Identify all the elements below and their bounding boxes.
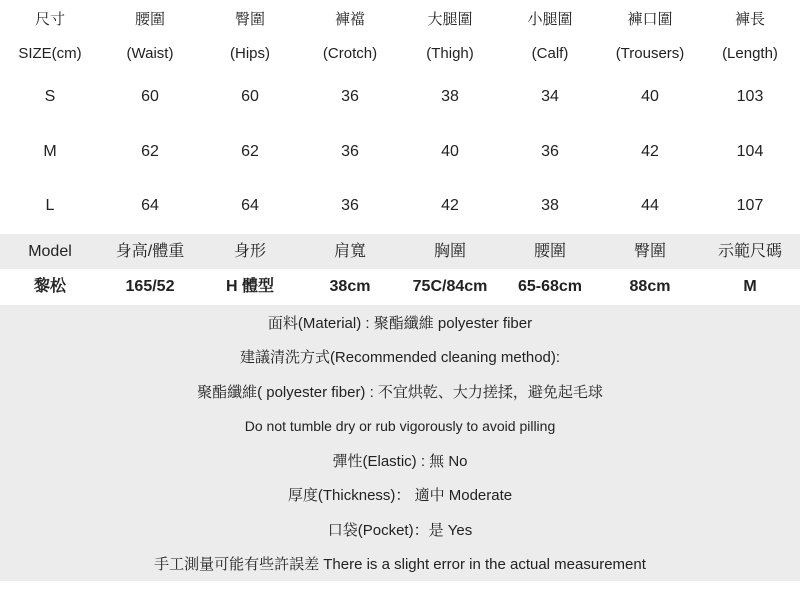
size-cell: 62: [141, 143, 159, 160]
elastic-note: 彈性(Elastic) : 無 No: [332, 453, 468, 470]
size-header-zh-row: [0, 8, 800, 30]
size-header-en-cell: (Waist): [126, 44, 174, 62]
size-header-en-cell: (Hips): [230, 44, 270, 62]
size-cell: 36: [341, 88, 359, 105]
model-header-cell: 身形: [233, 242, 266, 260]
size-cell: 38: [541, 197, 559, 214]
size-header-en-row: [0, 42, 800, 64]
size-row-l: [0, 195, 800, 217]
model-header-cell: 身高/體重: [115, 242, 185, 260]
material-note: 面料(Material) : 聚酯纖維 polyester fiber: [267, 315, 533, 332]
size-cell: 36: [341, 143, 359, 160]
model-header-cell: 示範尺碼: [717, 242, 782, 260]
size-cell: 40: [641, 88, 659, 105]
model-header-cell: 肩寬: [333, 242, 366, 260]
model-value-cell: 65-68cm: [517, 278, 583, 295]
size-cell: 107: [736, 197, 764, 214]
size-cell: 44: [641, 197, 659, 214]
model-value-cell: 165/52: [125, 278, 175, 295]
thickness-note: 厚度(Thickness)： 適中 Moderate: [287, 487, 513, 504]
size-cell: 40: [441, 143, 459, 160]
size-cell: 34: [541, 88, 559, 105]
size-header-en-cell: (Crotch): [322, 44, 378, 62]
cleaning-instruction-note: 聚酯纖維( polyester fiber) : 不宜烘乾、大力搓揉，避免起毛球: [197, 384, 603, 401]
size-cell: 64: [141, 197, 159, 214]
model-value-cell: M: [743, 278, 757, 295]
measurement-error-note: 手工測量可能有些許誤差 There is a slight error in the actual measurement: [154, 556, 646, 573]
size-cell: 60: [141, 88, 159, 105]
size-header-en-cell: SIZE(cm): [18, 44, 82, 62]
cleaning-instruction-en-note: Do not tumble dry or rub vigorously to avoid pilling: [244, 418, 556, 434]
model-header-cell: 腰圍: [533, 242, 566, 260]
size-cell: 36: [341, 197, 359, 214]
model-value-cell: 88cm: [629, 278, 671, 295]
size-cell: 103: [736, 88, 764, 105]
size-header-en-cell: (Trousers): [615, 44, 685, 62]
size-cell: 64: [241, 197, 259, 214]
size-header-zh-cell: 褲襠: [334, 10, 365, 28]
size-cell: 104: [736, 143, 764, 160]
size-header-zh-cell: 褲長: [734, 10, 765, 28]
model-values-row: [0, 276, 800, 298]
size-cell: 62: [241, 143, 259, 160]
model-header-row: [0, 234, 800, 269]
size-header-zh-cell: 大腿圍: [427, 10, 473, 28]
size-cell: 60: [241, 88, 259, 105]
size-row-m: [0, 141, 800, 163]
cleaning-method-note: 建議清洗方式(Recommended cleaning method):: [239, 349, 561, 366]
model-value-cell: 75C/84cm: [412, 278, 488, 295]
notes-panel: [0, 305, 800, 581]
model-header-cell: Model: [28, 242, 72, 260]
size-header-zh-cell: 腰圍: [134, 10, 165, 28]
size-cell: 36: [541, 143, 559, 160]
model-header-cell: 胸圍: [433, 242, 466, 260]
size-header-zh-cell: 尺寸: [34, 10, 65, 28]
size-cell: M: [43, 143, 57, 160]
size-header-zh-cell: 小腿圍: [527, 10, 573, 28]
size-header-zh-cell: 褲口圍: [627, 10, 673, 28]
model-header-cell: 臀圍: [633, 242, 666, 260]
size-cell: 42: [641, 143, 659, 160]
size-header-en-cell: (Thigh): [426, 44, 474, 62]
model-value-cell: 38cm: [329, 278, 371, 295]
size-cell: S: [44, 88, 56, 105]
model-value-cell: 黎松: [33, 278, 66, 295]
size-cell: L: [45, 197, 55, 214]
size-cell: 42: [441, 197, 459, 214]
size-cell: 38: [441, 88, 459, 105]
size-header-zh-cell: 臀圍: [234, 10, 265, 28]
model-value-cell: H 體型: [225, 278, 274, 295]
size-row-s: [0, 86, 800, 108]
size-header-en-cell: (Calf): [531, 44, 569, 62]
size-header-en-cell: (Length): [722, 44, 778, 62]
pocket-note: 口袋(Pocket)：是 Yes: [327, 522, 473, 539]
